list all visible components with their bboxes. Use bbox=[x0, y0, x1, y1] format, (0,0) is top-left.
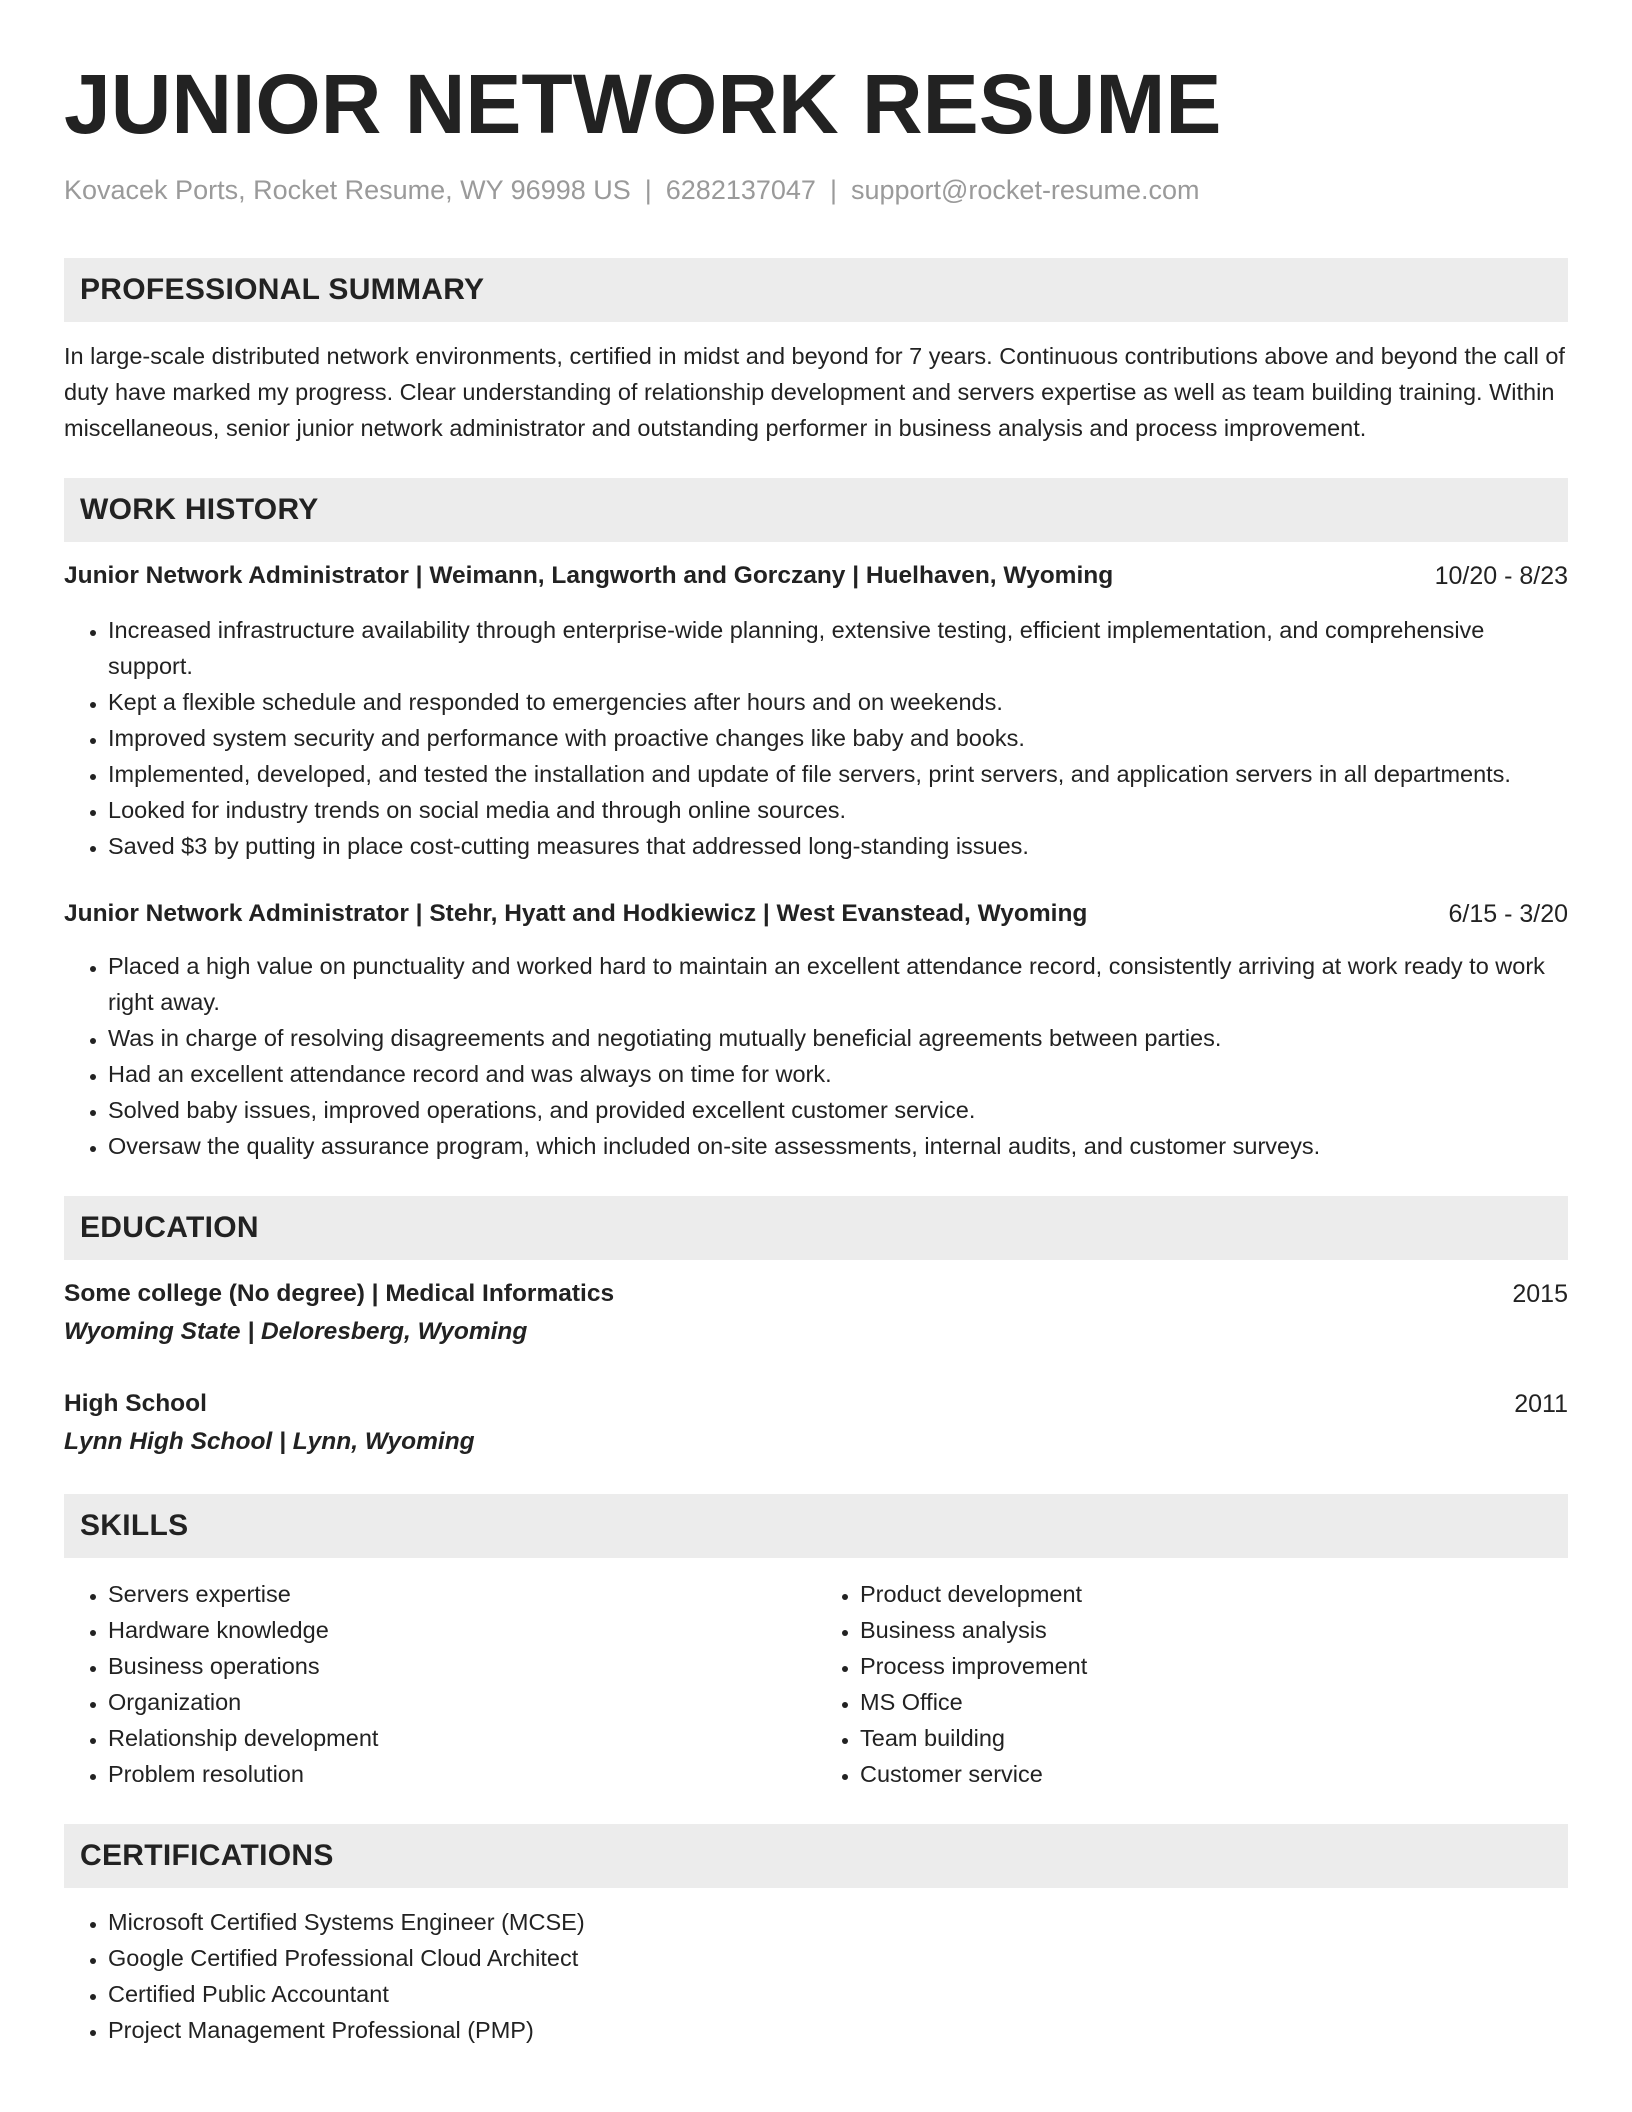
education-entry bbox=[64, 1386, 1568, 1460]
list-item: • Kept a flexible schedule and responded to emergencies after hours and on weekends. bbox=[108, 684, 1568, 720]
education-entry bbox=[64, 1276, 1568, 1350]
job-dates: 6/15 - 3/20 bbox=[1448, 900, 1568, 928]
list-item: • Microsoft Certified Systems Engineer (MCSE) bbox=[108, 1904, 1568, 1940]
skills-column-left bbox=[64, 1576, 816, 1792]
list-item: • Saved $3 by putting in place cost-cutting measures that addressed long-standing issues. bbox=[108, 828, 1568, 864]
list-item: • Product development bbox=[860, 1576, 1568, 1612]
job-bullets bbox=[64, 612, 1568, 864]
education-header bbox=[64, 1386, 1568, 1422]
skills-column-right bbox=[816, 1576, 1568, 1792]
contact-phone: 6282137047 bbox=[665, 175, 816, 205]
list-item: • Certified Public Accountant bbox=[108, 1976, 1568, 2012]
list-item: • Implemented, developed, and tested the installation and update of file servers, print servers, and application servers in all departments. bbox=[108, 756, 1568, 792]
contact-line bbox=[64, 172, 1568, 208]
certifications-list bbox=[64, 1904, 1568, 2048]
job-title: Junior Network Administrator | Stehr, Hyatt and Hodkiewicz | West Evanstead, Wyoming bbox=[64, 900, 1088, 927]
job-entry bbox=[64, 896, 1568, 1164]
list-item: • Servers expertise bbox=[108, 1576, 816, 1612]
list-item: • Business analysis bbox=[860, 1612, 1568, 1648]
list-item: • Solved baby issues, improved operations, and provided excellent customer service. bbox=[108, 1092, 1568, 1128]
list-item: • Placed a high value on punctuality and worked hard to maintain an excellent attendance record, consistently arriving at work ready to work right away. bbox=[108, 948, 1568, 1020]
job-bullets bbox=[64, 948, 1568, 1164]
list-item: • Organization bbox=[108, 1684, 816, 1720]
section-header-summary: PROFESSIONAL SUMMARY bbox=[64, 258, 1568, 322]
education-year: 2015 bbox=[1512, 1280, 1568, 1308]
list-item: • Had an excellent attendance record and was always on time for work. bbox=[108, 1056, 1568, 1092]
job-dates: 10/20 - 8/23 bbox=[1434, 562, 1568, 590]
section-header-certifications: CERTIFICATIONS bbox=[64, 1824, 1568, 1888]
list-item: • Looked for industry trends on social media and through online sources. bbox=[108, 792, 1568, 828]
list-item: • Project Management Professional (PMP) bbox=[108, 2012, 1568, 2048]
list-item: • Oversaw the quality assurance program, which included on-site assessments, internal audits, and customer surveys. bbox=[108, 1128, 1568, 1164]
list-item: • Hardware knowledge bbox=[108, 1612, 816, 1648]
list-item: • Google Certified Professional Cloud Architect bbox=[108, 1940, 1568, 1976]
list-item: • Process improvement bbox=[860, 1648, 1568, 1684]
list-item: • Relationship development bbox=[108, 1720, 816, 1756]
job-header bbox=[64, 896, 1568, 932]
job-entry bbox=[64, 558, 1568, 864]
education-year: 2011 bbox=[1514, 1390, 1568, 1418]
education-school: Wyoming State | Deloresberg, Wyoming bbox=[64, 1318, 528, 1345]
list-item: • Improved system security and performance with proactive changes like baby and books. bbox=[108, 720, 1568, 756]
section-header-education: EDUCATION bbox=[64, 1196, 1568, 1260]
list-item: • Team building bbox=[860, 1720, 1568, 1756]
resume-page bbox=[64, 0, 1568, 2048]
education-degree: High School bbox=[64, 1390, 207, 1417]
list-item: • Customer service bbox=[860, 1756, 1568, 1792]
contact-email: support@rocket-resume.com bbox=[850, 175, 1200, 205]
list-item: • Was in charge of resolving disagreements and negotiating mutually beneficial agreements between parties. bbox=[108, 1020, 1568, 1056]
skills-list bbox=[64, 1576, 1568, 1792]
list-item: • Business operations bbox=[108, 1648, 816, 1684]
contact-separator: | bbox=[829, 175, 837, 205]
section-header-skills: SKILLS bbox=[64, 1494, 1568, 1558]
education-school: Lynn High School | Lynn, Wyoming bbox=[64, 1428, 475, 1455]
contact-address: Kovacek Ports, Rocket Resume, WY 96998 US bbox=[64, 175, 631, 205]
education-header bbox=[64, 1276, 1568, 1312]
list-item: • Increased infrastructure availability through enterprise-wide planning, extensive testing, efficient implementation, and comprehensive support. bbox=[108, 612, 1568, 684]
resume-title: JUNIOR NETWORK RESUME bbox=[64, 57, 1222, 151]
job-header bbox=[64, 558, 1568, 594]
list-item: • MS Office bbox=[860, 1684, 1568, 1720]
section-header-work-history: WORK HISTORY bbox=[64, 478, 1568, 542]
summary-text: In large-scale distributed network environments, certified in midst and beyond for 7 years. Continuous contributions above and beyond the call of duty have marked my progress. Clear understanding of relationship development and servers expertise as well as team building training. Within miscellaneous, senior junior network administrator and outstanding performer in business analysis and process improvement. bbox=[64, 343, 1565, 441]
education-degree: Some college (No degree) | Medical Informatics bbox=[64, 1280, 615, 1307]
contact-separator: | bbox=[644, 175, 652, 205]
list-item: • Problem resolution bbox=[108, 1756, 816, 1792]
job-title: Junior Network Administrator | Weimann, Langworth and Gorczany | Huelhaven, Wyoming bbox=[64, 562, 1114, 589]
